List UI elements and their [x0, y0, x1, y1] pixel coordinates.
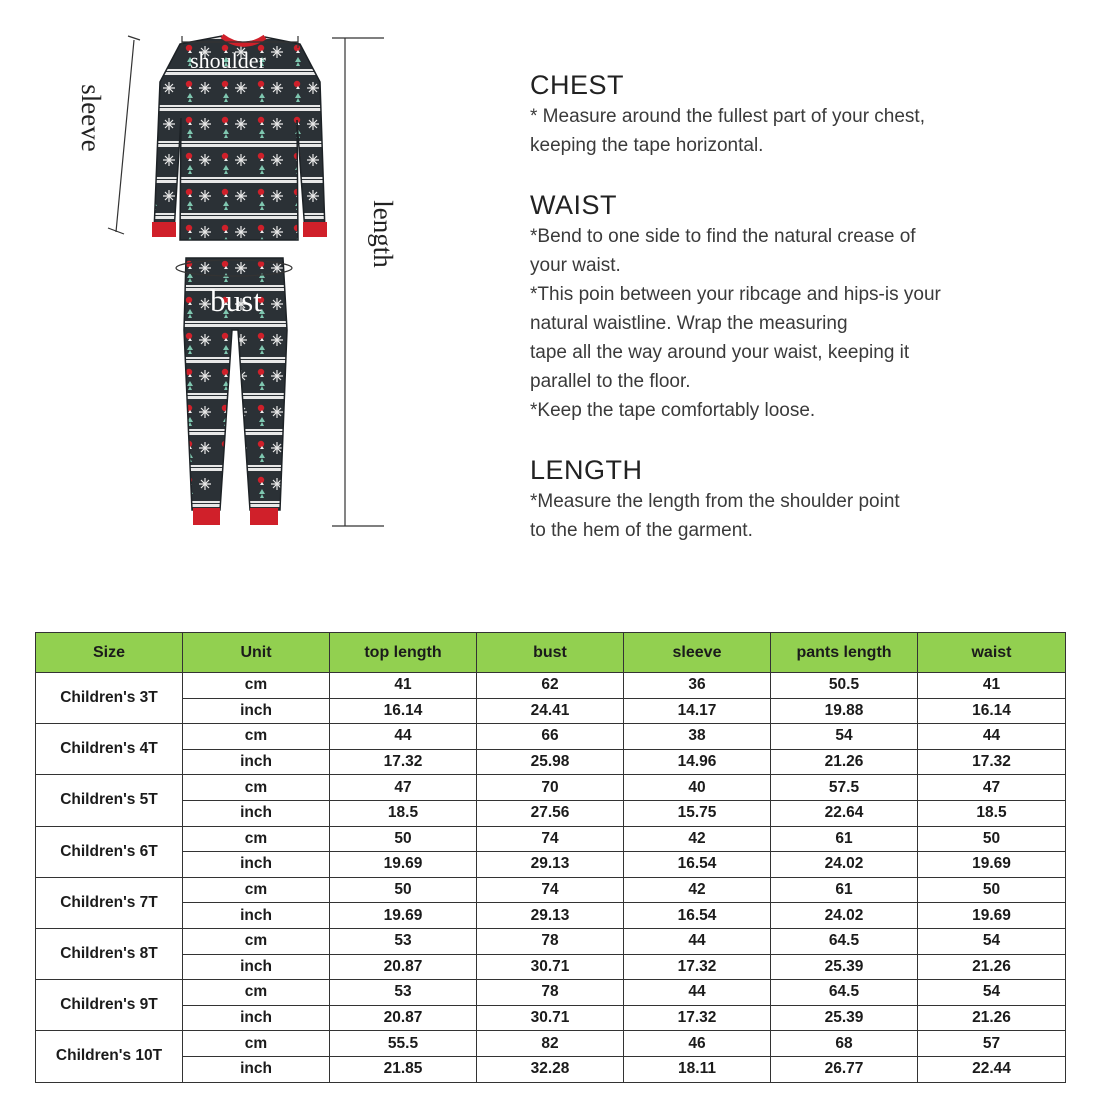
table-row [36, 724, 1066, 750]
table-row [36, 673, 1066, 699]
unit-cell: cm [183, 775, 330, 801]
header-cell: waist [918, 633, 1066, 673]
value-cell: 14.17 [624, 698, 771, 724]
unit-cell: cm [183, 1031, 330, 1057]
guide-length [530, 455, 1070, 545]
value-cell: 25.98 [477, 749, 624, 775]
value-cell: 19.69 [330, 903, 477, 929]
value-cell: 44 [330, 724, 477, 750]
value-cell: 68 [771, 1031, 918, 1057]
bust-label: bust [210, 283, 262, 318]
value-cell: 41 [918, 673, 1066, 699]
guide-chest [530, 70, 1070, 160]
value-cell: 50 [918, 826, 1066, 852]
value-cell: 24.02 [771, 903, 918, 929]
unit-cell: inch [183, 954, 330, 980]
value-cell: 44 [918, 724, 1066, 750]
header-cell: bust [477, 633, 624, 673]
value-cell: 16.54 [624, 903, 771, 929]
value-cell: 24.02 [771, 852, 918, 878]
guide-waist-line: *Keep the tape comfortably loose. [530, 400, 816, 421]
table-row [36, 1056, 1066, 1082]
header-cell: pants length [771, 633, 918, 673]
value-cell: 61 [771, 826, 918, 852]
value-cell: 53 [330, 980, 477, 1006]
value-cell: 82 [477, 1031, 624, 1057]
value-cell: 32.28 [477, 1056, 624, 1082]
value-cell: 18.11 [624, 1056, 771, 1082]
guide-waist-line: *This poin between your ribcage and hips-is your [530, 284, 941, 305]
guide-chest-line: keeping the tape horizontal. [530, 135, 764, 156]
value-cell: 17.32 [330, 749, 477, 775]
value-cell: 21.26 [918, 954, 1066, 980]
table-row [36, 800, 1066, 826]
value-cell: 54 [918, 980, 1066, 1006]
guide-chest-line: * Measure around the fullest part of your chest, [530, 106, 925, 127]
unit-cell: inch [183, 800, 330, 826]
value-cell: 16.14 [918, 698, 1066, 724]
header-cell: sleeve [624, 633, 771, 673]
value-cell: 61 [771, 877, 918, 903]
value-cell: 24.41 [477, 698, 624, 724]
size-cell: Children's 4T [36, 724, 183, 775]
value-cell: 74 [477, 826, 624, 852]
value-cell: 17.32 [624, 1005, 771, 1031]
unit-cell: cm [183, 928, 330, 954]
value-cell: 30.71 [477, 1005, 624, 1031]
size-cell: Children's 7T [36, 877, 183, 928]
unit-cell: inch [183, 1005, 330, 1031]
value-cell: 42 [624, 826, 771, 852]
size-cell: Children's 5T [36, 775, 183, 826]
value-cell: 22.44 [918, 1056, 1066, 1082]
table-row [36, 1005, 1066, 1031]
value-cell: 78 [477, 980, 624, 1006]
unit-cell: cm [183, 826, 330, 852]
size-chart-table [35, 632, 1066, 1083]
value-cell: 29.13 [477, 852, 624, 878]
value-cell: 18.5 [918, 800, 1066, 826]
value-cell: 50 [330, 826, 477, 852]
value-cell: 15.75 [624, 800, 771, 826]
value-cell: 42 [624, 877, 771, 903]
guide-length-heading: LENGTH [530, 455, 643, 485]
guide-waist-line: tape all the way around your waist, keeping it [530, 342, 910, 363]
unit-cell: inch [183, 852, 330, 878]
size-cell: Children's 3T [36, 673, 183, 724]
table-row [36, 749, 1066, 775]
value-cell: 54 [918, 928, 1066, 954]
size-cell: Children's 10T [36, 1031, 183, 1082]
value-cell: 55.5 [330, 1031, 477, 1057]
table-row [36, 980, 1066, 1006]
value-cell: 29.13 [477, 903, 624, 929]
value-cell: 70 [477, 775, 624, 801]
header-cell: Size [36, 633, 183, 673]
table-row [36, 954, 1066, 980]
size-cell: Children's 6T [36, 826, 183, 877]
value-cell: 16.14 [330, 698, 477, 724]
size-cell: Children's 8T [36, 928, 183, 979]
value-cell: 66 [477, 724, 624, 750]
unit-cell: inch [183, 1056, 330, 1082]
length-label: length [368, 200, 398, 268]
value-cell: 21.26 [918, 1005, 1066, 1031]
value-cell: 57.5 [771, 775, 918, 801]
value-cell: 64.5 [771, 928, 918, 954]
guide-waist-line: parallel to the floor. [530, 371, 691, 392]
unit-cell: cm [183, 877, 330, 903]
header-cell: Unit [183, 633, 330, 673]
guide-waist-line: *Bend to one side to find the natural crease of [530, 226, 916, 247]
size-cell: Children's 9T [36, 980, 183, 1031]
value-cell: 26.77 [771, 1056, 918, 1082]
value-cell: 19.88 [771, 698, 918, 724]
guide-waist-line: your waist. [530, 255, 621, 276]
value-cell: 57 [918, 1031, 1066, 1057]
guide-waist-heading: WAIST [530, 190, 617, 220]
unit-cell: cm [183, 724, 330, 750]
value-cell: 44 [624, 928, 771, 954]
value-cell: 64.5 [771, 980, 918, 1006]
value-cell: 19.69 [918, 903, 1066, 929]
value-cell: 19.69 [918, 852, 1066, 878]
table-row [36, 775, 1066, 801]
table-row [36, 928, 1066, 954]
sleeve-label: sleeve [76, 84, 106, 152]
value-cell: 74 [477, 877, 624, 903]
value-cell: 46 [624, 1031, 771, 1057]
unit-cell: inch [183, 698, 330, 724]
value-cell: 50.5 [771, 673, 918, 699]
value-cell: 53 [330, 928, 477, 954]
pajama-illustration [0, 0, 520, 560]
value-cell: 17.32 [918, 749, 1066, 775]
value-cell: 62 [477, 673, 624, 699]
header-cell: top length [330, 633, 477, 673]
guide-chest-heading: CHEST [530, 70, 625, 100]
unit-cell: cm [183, 673, 330, 699]
guide-length-line: *Measure the length from the shoulder point [530, 491, 900, 512]
shoulder-label: shoulder [190, 48, 266, 73]
value-cell: 40 [624, 775, 771, 801]
value-cell: 44 [624, 980, 771, 1006]
value-cell: 30.71 [477, 954, 624, 980]
value-cell: 25.39 [771, 954, 918, 980]
value-cell: 21.85 [330, 1056, 477, 1082]
unit-cell: inch [183, 749, 330, 775]
unit-cell: inch [183, 903, 330, 929]
value-cell: 22.64 [771, 800, 918, 826]
value-cell: 50 [918, 877, 1066, 903]
value-cell: 20.87 [330, 1005, 477, 1031]
guide-length-line: to the hem of the garment. [530, 520, 753, 541]
value-cell: 54 [771, 724, 918, 750]
value-cell: 25.39 [771, 1005, 918, 1031]
value-cell: 41 [330, 673, 477, 699]
value-cell: 50 [330, 877, 477, 903]
value-cell: 18.5 [330, 800, 477, 826]
value-cell: 27.56 [477, 800, 624, 826]
table-row [36, 877, 1066, 903]
table-header-row [36, 633, 1066, 673]
value-cell: 19.69 [330, 852, 477, 878]
value-cell: 21.26 [771, 749, 918, 775]
value-cell: 78 [477, 928, 624, 954]
size-table-body [36, 673, 1066, 1083]
value-cell: 47 [330, 775, 477, 801]
unit-cell: cm [183, 980, 330, 1006]
guide-waist [530, 190, 1070, 425]
table-row [36, 903, 1066, 929]
value-cell: 36 [624, 673, 771, 699]
table-row [36, 852, 1066, 878]
value-cell: 47 [918, 775, 1066, 801]
table-row [36, 698, 1066, 724]
value-cell: 17.32 [624, 954, 771, 980]
guide-waist-line: natural waistline. Wrap the measuring [530, 313, 848, 334]
value-cell: 14.96 [624, 749, 771, 775]
table-row [36, 1031, 1066, 1057]
value-cell: 16.54 [624, 852, 771, 878]
value-cell: 20.87 [330, 954, 477, 980]
value-cell: 38 [624, 724, 771, 750]
table-row [36, 826, 1066, 852]
